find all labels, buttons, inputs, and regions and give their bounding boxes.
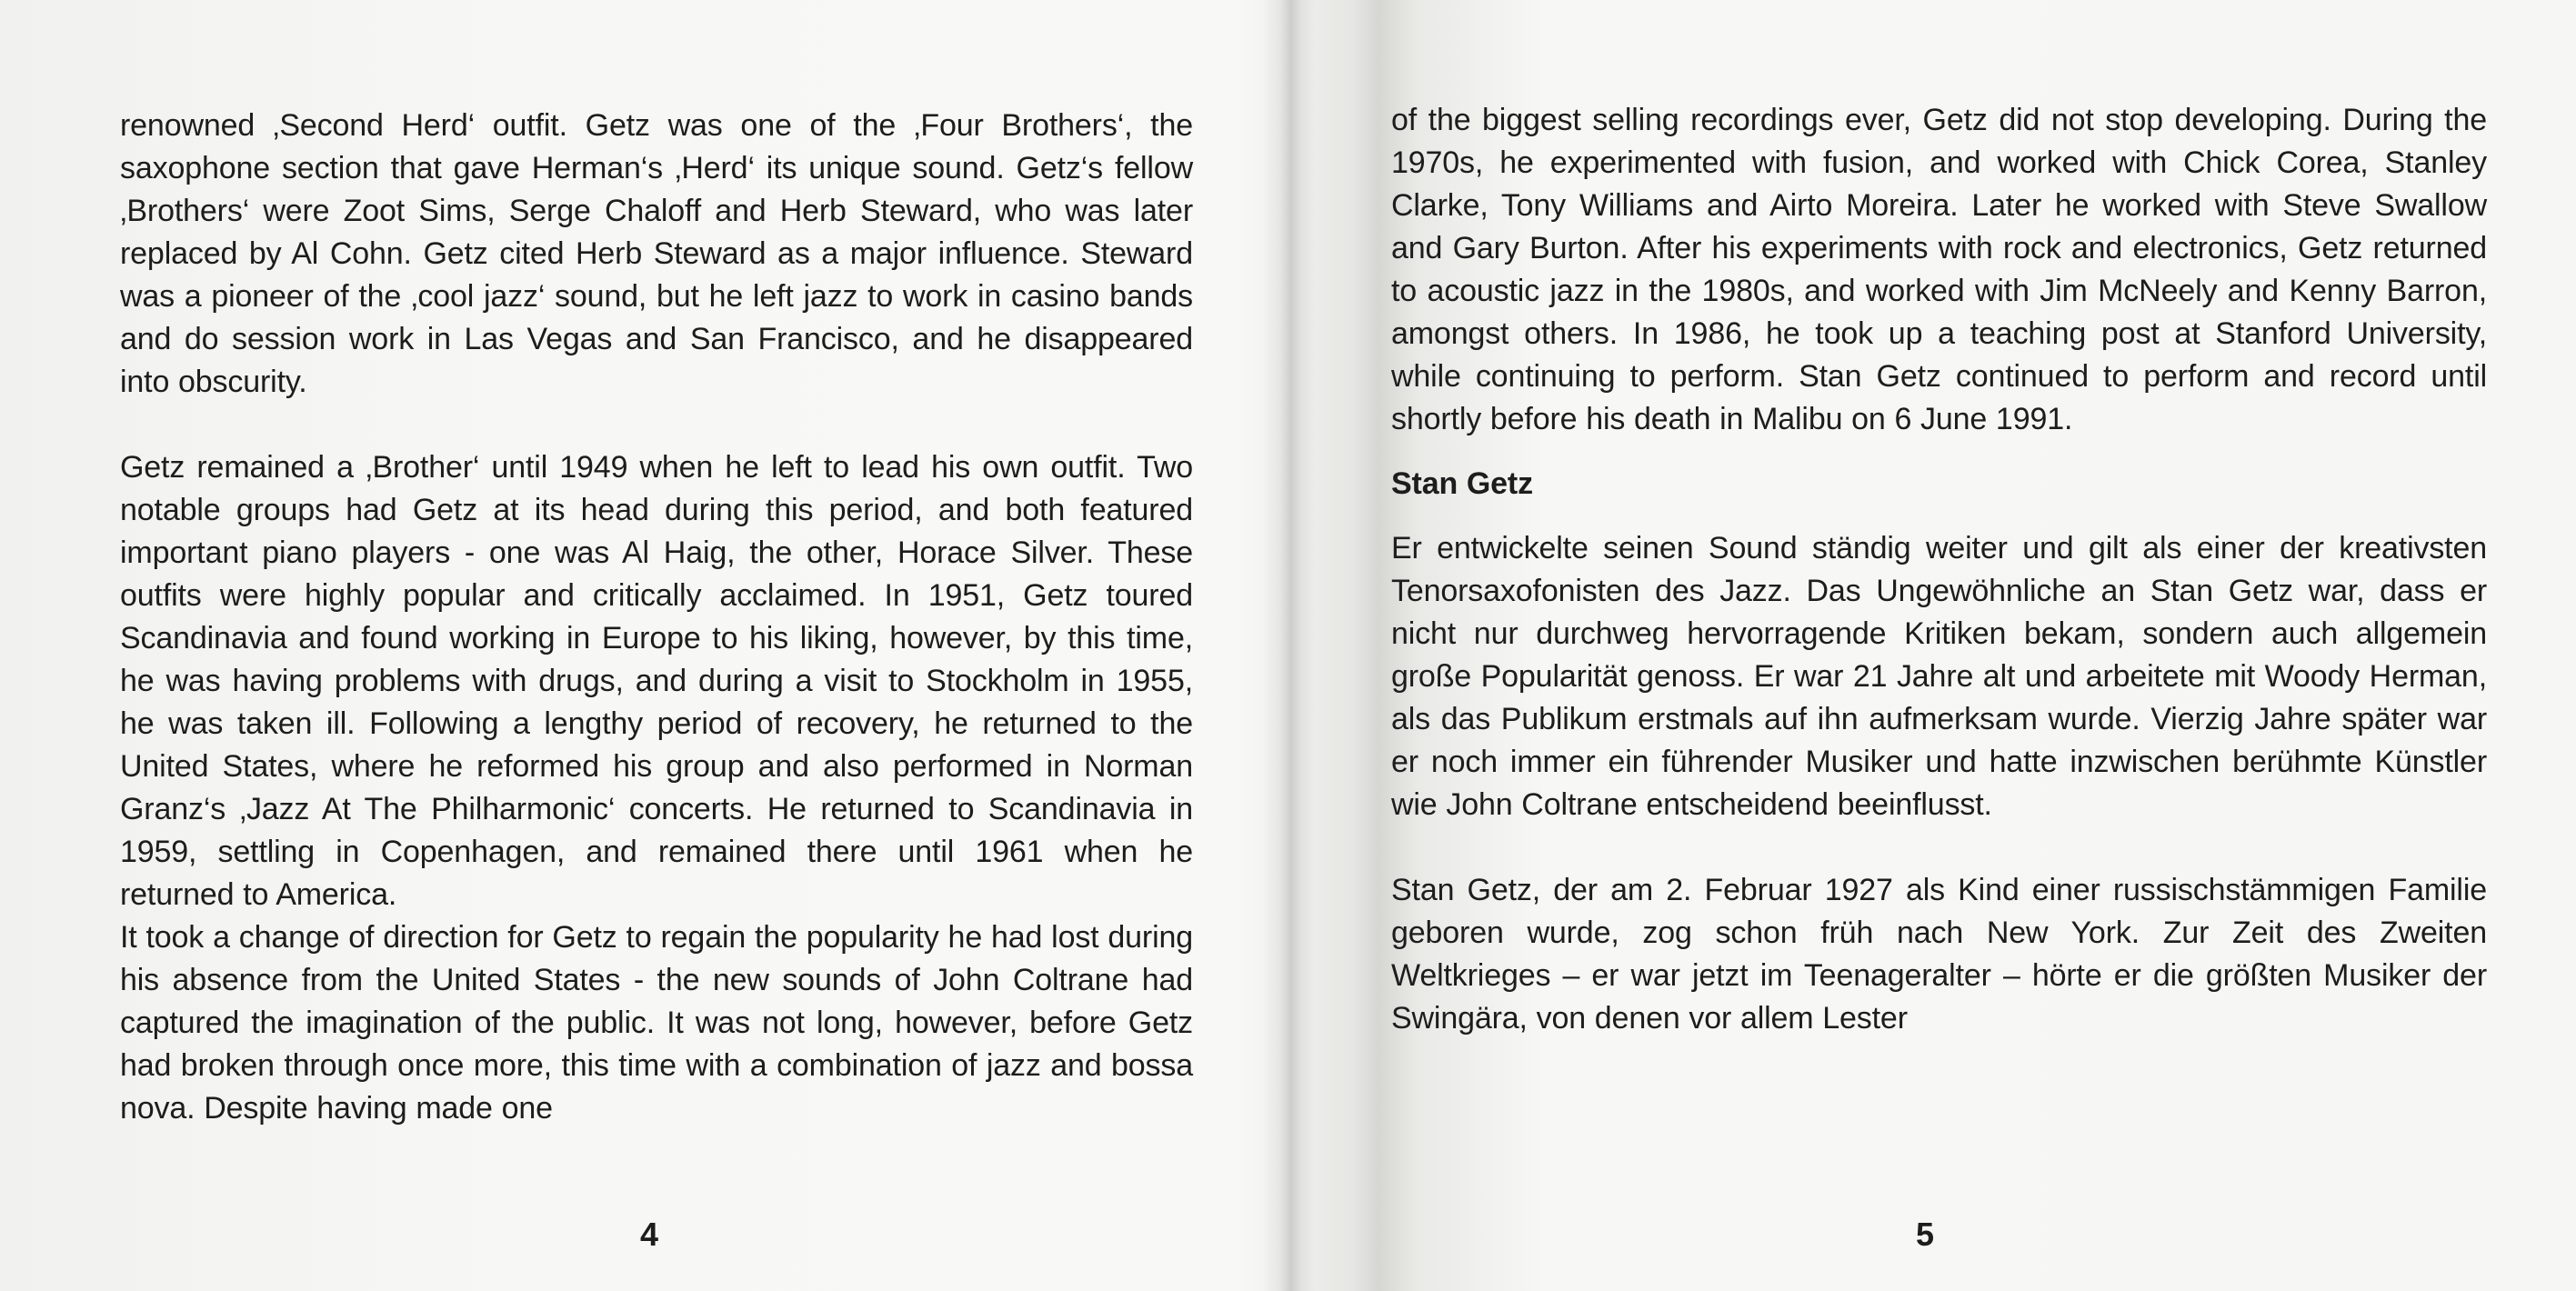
right-text-block [1391,99,2487,1040]
paragraph-spacer [1391,505,2487,527]
paragraph: Er entwickelte seinen Sound ständig weiter und gilt als einer der kreativsten Tenorsaxofonisten des Jazz. Das Ungewöhnliche an Stan Getz war, dass er nicht nur durchweg hervorragende Kritiken bekam, sondern auch allgemein große Popularität genoss. Er war 21 Jahre alt und arbeitete mit Woody Herman, als das Publikum erstmals auf ihn aufmerksam wurde. Vierzig Jahre später war er noch immer ein führender Musiker und hatte inzwischen berühmte Künstler wie John Coltrane entscheidend beeinflusst. [1391,531,2487,822]
paragraph-spacer [1391,441,2487,463]
paragraph-spacer [120,404,1193,446]
paragraph: renowned ‚Second Herd‘ outfit. Getz was one of the ‚Four Brothers‘, the saxophone section that gave Herman‘s ‚Herd‘ its unique sound. Getz‘s fellow ‚Brothers‘ were Zoot Sims, Serge Chaloff and Herb Steward, who was later replaced by Al Cohn. Getz cited Herb Steward as a major influence. Steward was a pioneer of the ‚cool jazz‘ sound, but he left jazz to work in casino bands and do session work in Las Vegas and San Francisco, and he disappeared into obscurity. [120,108,1193,399]
page-right [1300,0,2576,1291]
paragraph: It took a change of direction for Getz to regain the popularity he had lost during his absence from the United States - the new sounds of John Coltrane had captured the imagination of the public. It was not long, however, before Getz had broken through once more, this time with a combination of jazz and bossa nova. Despite having made one [120,920,1193,1126]
left-text-block [120,105,1193,1130]
paragraph: Getz remained a ‚Brother‘ until 1949 when he left to lead his own outfit. Two notable groups had Getz at its head during this period, and both featured important piano players - one was Al Haig, the other, Horace Silver. These outfits were highly popular and critically acclaimed. In 1951, Getz toured Scandinavia and found working in Europe to his liking, however, by this time, he was having problems with drugs, and during a visit to Stockholm in 1955, he was taken ill. Following a lengthy period of recovery, he returned to the United States, where he reformed his group and also performed in Norman Granz‘s ‚Jazz At The Philharmonic‘ concerts. He returned to Scandinavia in 1959, settling in Copenhagen, and remained there until 1961 when he returned to America. [120,450,1193,912]
paragraph: Stan Getz, der am 2. Februar 1927 als Kind einer russischstämmigen Familie geboren wurde, zog schon früh nach New York. Zur Zeit des Zweiten Weltkrieges – er war jetzt im Teenageralter – hörte er die größten Musiker der Swingära, von denen vor allem Lester [1391,873,2487,1036]
page-left [0,0,1273,1291]
paragraph: of the biggest selling recordings ever, Getz did not stop developing. During the 1970s, he experimented with fusion, and worked with Chick Corea, Stanley Clarke, Tony Williams and Airto Moreira. Later he worked with Steve Swallow and Gary Burton. After his experiments with rock and electronics, Getz returned to acoustic jazz in the 1980s, and worked with Jim McNeely and Kenny Barron, amongst others. In 1986, he took up a teaching post at Stanford University, while continuing to perform. Stan Getz continued to perform and record until shortly before his death in Malibu on 6 June 1991. [1391,103,2487,436]
page-number: 5 [1916,1216,1935,1253]
page-number: 4 [640,1216,659,1253]
section-heading: Stan Getz [1391,466,1533,501]
paragraph-spacer [1391,826,2487,869]
